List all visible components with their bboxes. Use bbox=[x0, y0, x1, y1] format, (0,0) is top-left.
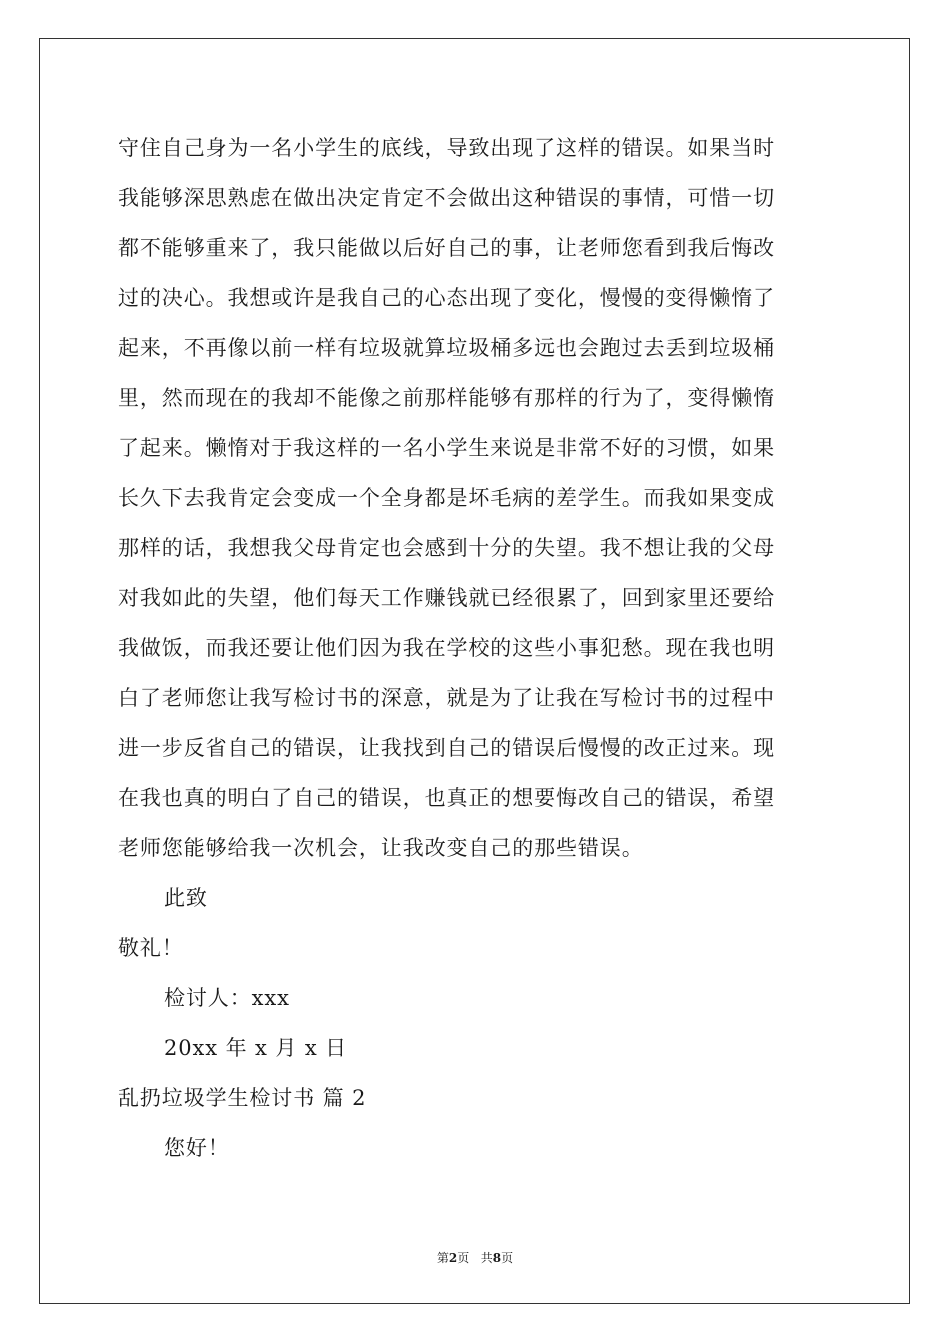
paragraph-line: 白了老师您让我写检讨书的深意，就是为了让我在写检讨书的过程中 bbox=[118, 686, 775, 710]
paragraph-line: 长久下去我肯定会变成一个全身都是坏毛病的差学生。而我如果变成 bbox=[118, 486, 775, 510]
paragraph-line: 守住自己身为一名小学生的底线，导致出现了这样的错误。如果当时 bbox=[118, 136, 775, 160]
total-pages: 8 bbox=[492, 1251, 502, 1265]
page-suffix: 页 bbox=[457, 1251, 470, 1265]
paragraph-line: 在我也真的明白了自己的错误，也真正的想要悔改自己的错误，希望 bbox=[118, 786, 775, 810]
total-suffix: 页 bbox=[501, 1251, 514, 1265]
paragraph-line: 起来，不再像以前一样有垃圾就算垃圾桶多远也会跑过去丢到垃圾桶 bbox=[118, 336, 775, 360]
paragraph-line: 里，然而现在的我却不能像之前那样能够有那样的行为了，变得懒惰 bbox=[118, 386, 775, 410]
paragraph-line: 都不能够重来了，我只能做以后好自己的事，让老师您看到我后悔改 bbox=[118, 236, 775, 260]
signer-text: 检讨人：xxx bbox=[164, 986, 290, 1010]
greeting-text: 您好！ bbox=[164, 1136, 230, 1160]
date-text: 20xx 年 x 月 x 日 bbox=[164, 1036, 348, 1060]
total-prefix: 共 bbox=[480, 1251, 493, 1265]
paragraph-line: 进一步反省自己的错误，让我找到自己的错误后慢慢的改正过来。现 bbox=[118, 736, 775, 760]
page-footer bbox=[0, 1250, 950, 1266]
closing-text: 此致 bbox=[164, 886, 208, 910]
paragraph-line: 我能够深思熟虑在做出决定肯定不会做出这种错误的事情，可惜一切 bbox=[118, 186, 775, 210]
page-prefix: 第 bbox=[436, 1251, 449, 1265]
page-number: 2 bbox=[448, 1251, 458, 1265]
paragraph-line: 那样的话，我想我父母肯定也会感到十分的失望。我不想让我的父母 bbox=[118, 536, 775, 560]
paragraph-line: 老师您能够给我一次机会，让我改变自己的那些错误。 bbox=[118, 836, 644, 860]
salute-text: 敬礼！ bbox=[118, 936, 184, 960]
paragraph-line: 对我如此的失望，他们每天工作赚钱就已经很累了，回到家里还要给 bbox=[118, 586, 775, 610]
paragraph-line: 我做饭，而我还要让他们因为我在学校的这些小事犯愁。现在我也明 bbox=[118, 636, 775, 660]
paragraph-line: 过的决心。我想或许是我自己的心态出现了变化，慢慢的变得懒惰了 bbox=[118, 286, 775, 310]
section-title: 乱扔垃圾学生检讨书 篇 2 bbox=[118, 1086, 367, 1110]
paragraph-line: 了起来。懒惰对于我这样的一名小学生来说是非常不好的习惯，如果 bbox=[118, 436, 775, 460]
